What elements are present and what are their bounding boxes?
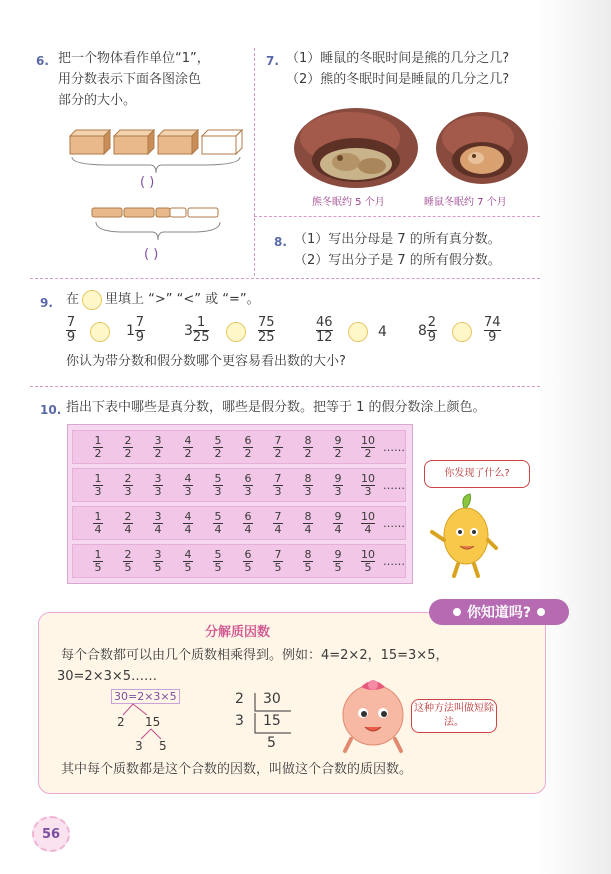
- table-cell[interactable]: [233, 511, 263, 536]
- table-row: [72, 468, 406, 502]
- fraction: $\frac{2}{3}$: [124, 471, 132, 498]
- table-cell[interactable]: [83, 435, 113, 460]
- q6-line1: 把一个物体看作单位“1”，: [58, 51, 210, 66]
- table-cell[interactable]: [203, 549, 233, 574]
- q7-part2: （2）熊的冬眠时间是睡鼠的几分之几?: [286, 72, 510, 87]
- row-ellipsis: ……: [383, 516, 405, 530]
- fraction: $\frac{10}{3}$: [361, 471, 375, 498]
- q6-line3: 部分的大小。: [58, 93, 137, 108]
- table-cell[interactable]: [293, 473, 323, 498]
- table-cell[interactable]: [233, 473, 263, 498]
- compare-circle-icon: [82, 290, 102, 310]
- q7-number: 7.: [266, 54, 279, 68]
- table-cell[interactable]: [203, 435, 233, 460]
- divider-vertical: [254, 48, 255, 276]
- table-cell[interactable]: [203, 511, 233, 536]
- table-cell[interactable]: [353, 511, 383, 536]
- fraction-7-9: 7 9: [66, 315, 76, 345]
- table-cell[interactable]: [143, 473, 173, 498]
- divider-q9-q10: [30, 386, 540, 387]
- fraction: $\frac{9}{5}$: [334, 547, 342, 574]
- row-ellipsis: ……: [383, 554, 405, 568]
- table-cell[interactable]: [173, 435, 203, 460]
- short-division-divisor-3: 3: [235, 713, 244, 729]
- short-division-15: 15: [263, 713, 281, 729]
- fraction: $\frac{5}{2}$: [214, 433, 222, 460]
- q10-text: 指出下表中哪些是真分数，哪些是假分数。把等于 1 的假分数涂上颜色。: [66, 400, 486, 415]
- info-conclusion: 其中每个质数都是这个合数的因数，叫做这个合数的质因数。: [61, 762, 413, 777]
- factor-tree-3: 3: [135, 739, 143, 753]
- fraction: $\frac{7}{2}$: [274, 433, 282, 460]
- speech-bubble-discover: 你发现了什么?: [424, 460, 530, 488]
- fraction: $\frac{4}{5}$: [184, 547, 192, 574]
- table-row: [72, 544, 406, 578]
- info-line1: 每个合数都可以由几个质数相乘得到。例如：4=2×2，15=3×5，: [61, 648, 449, 663]
- short-division-30: 30: [263, 691, 281, 707]
- fraction: $\frac{8}{5}$: [304, 547, 312, 574]
- fraction-75-25: 75 25: [258, 315, 275, 345]
- fraction: $\frac{4}{4}$: [184, 509, 192, 536]
- fraction: $\frac{3}{4}$: [154, 509, 162, 536]
- table-cell[interactable]: [83, 473, 113, 498]
- table-cell[interactable]: [353, 435, 383, 460]
- fraction-74-9: 74 9: [484, 315, 501, 345]
- fraction: $\frac{6}{2}$: [244, 433, 252, 460]
- info-title: 分解质因数: [205, 625, 271, 640]
- fraction: $\frac{9}{2}$: [334, 433, 342, 460]
- fraction: $\frac{2}{2}$: [124, 433, 132, 460]
- table-cell[interactable]: [83, 549, 113, 574]
- q6-brace-1: [70, 155, 242, 175]
- fraction: $\frac{3}{2}$: [154, 433, 162, 460]
- table-cell[interactable]: [83, 511, 113, 536]
- table-cell[interactable]: [293, 435, 323, 460]
- fraction: $\frac{9}{4}$: [334, 509, 342, 536]
- fraction: $\frac{10}{4}$: [361, 509, 375, 536]
- table-cell[interactable]: [353, 549, 383, 574]
- caption-dormouse: 睡鼠冬眠约 7 个月: [424, 197, 507, 208]
- fraction-table: [67, 424, 413, 584]
- fraction: $\frac{5}{4}$: [214, 509, 222, 536]
- factor-tree-2: 2: [117, 715, 125, 729]
- q6-brace-2: [94, 220, 224, 242]
- q7-text: [286, 48, 546, 90]
- table-cell[interactable]: [143, 549, 173, 574]
- table-cell[interactable]: [113, 473, 143, 498]
- fraction: $\frac{10}{5}$: [361, 547, 375, 574]
- table-cell[interactable]: [323, 473, 353, 498]
- q10-number: 10.: [40, 403, 62, 417]
- table-cell[interactable]: [323, 435, 353, 460]
- badge-dot-icon: [537, 608, 545, 616]
- q6-text: [58, 48, 248, 111]
- table-cell[interactable]: [173, 549, 203, 574]
- value-4: 4: [378, 324, 387, 340]
- fraction: $\frac{8}{2}$: [304, 433, 312, 460]
- table-cell[interactable]: [113, 511, 143, 536]
- short-division-5: 5: [267, 735, 276, 751]
- divider-top: [30, 278, 540, 279]
- q8-part1: （1）写出分母是 7 的所有真分数。: [294, 232, 501, 247]
- table-cell[interactable]: [113, 549, 143, 574]
- mixed-3-1-25: 3 $\frac{1}{25}$: [184, 315, 210, 345]
- fraction: $\frac{4}{3}$: [184, 471, 192, 498]
- seed-mascot-illustration: [430, 492, 500, 578]
- fraction: $\frac{2}{4}$: [124, 509, 132, 536]
- did-you-know-box: [38, 605, 546, 794]
- fraction: $\frac{1}{4}$: [94, 509, 102, 536]
- table-cell[interactable]: [113, 435, 143, 460]
- dormouse-hibernating-illustration: [432, 100, 532, 188]
- q8-part2: （2）写出分子是 7 的所有假分数。: [294, 253, 501, 268]
- table-cell[interactable]: [233, 549, 263, 574]
- compare-circle-1[interactable]: [90, 322, 110, 342]
- table-cell[interactable]: [203, 473, 233, 498]
- fraction: $\frac{5}{3}$: [214, 471, 222, 498]
- fraction: $\frac{9}{3}$: [334, 471, 342, 498]
- girl-mascot-illustration: [331, 669, 415, 755]
- info-line2: 30=2×3×5……: [57, 669, 158, 684]
- q9-text-b: 里填上 “>” “<” 或 “=”。: [105, 292, 260, 307]
- fraction: $\frac{6}{4}$: [244, 509, 252, 536]
- table-cell[interactable]: [263, 511, 293, 536]
- table-row: [72, 506, 406, 540]
- q6-bars-figure: [90, 204, 220, 220]
- factor-tree: [111, 689, 221, 755]
- speech-bubble-short-division: 这种方法叫做短除法。: [411, 699, 497, 733]
- q8-text: [294, 229, 544, 271]
- short-division-divisor-2: 2: [235, 691, 244, 707]
- fraction: $\frac{3}{3}$: [154, 471, 162, 498]
- page-number-badge: [32, 816, 70, 852]
- q9-comparisons: [66, 316, 536, 350]
- compare-circle-2[interactable]: [226, 322, 246, 342]
- row-ellipsis: ……: [383, 440, 405, 454]
- fraction: $\frac{8}{3}$: [304, 471, 312, 498]
- table-cell[interactable]: [263, 549, 293, 574]
- short-division: [235, 691, 315, 759]
- did-you-know-badge: 你知道吗?: [429, 599, 569, 625]
- q6-blank-2: ( ): [144, 247, 159, 262]
- table-cell[interactable]: [323, 549, 353, 574]
- table-cell[interactable]: [293, 549, 323, 574]
- row-ellipsis: ……: [383, 478, 405, 492]
- factor-tree-5: 5: [159, 739, 167, 753]
- fraction: $\frac{2}{5}$: [124, 547, 132, 574]
- fraction: $\frac{5}{5}$: [214, 547, 222, 574]
- fraction: $\frac{1}{5}$: [94, 547, 102, 574]
- badge-dot-icon: [453, 608, 461, 616]
- caption-bear: 熊冬眠约 5 个月: [312, 197, 385, 208]
- table-cell[interactable]: [173, 511, 203, 536]
- fraction: $\frac{1}{3}$: [94, 471, 102, 498]
- factor-tree-top: 30=2×3×5: [111, 689, 180, 704]
- q9-question: 你认为带分数和假分数哪个更容易看出数的大小?: [66, 354, 346, 369]
- fraction: $\frac{7}{3}$: [274, 471, 282, 498]
- q9-number: 9.: [40, 296, 53, 310]
- fraction: $\frac{3}{5}$: [154, 547, 162, 574]
- fraction: $\frac{7}{4}$: [274, 509, 282, 536]
- fraction: $\frac{4}{2}$: [184, 433, 192, 460]
- table-row: [72, 430, 406, 464]
- q9-instruction: [66, 289, 260, 310]
- mixed-8-2-9: 8 $\frac{2}{9}$: [418, 315, 437, 345]
- mixed-1-7-9: 1 $\frac{7}{9}$: [126, 315, 145, 345]
- table-cell[interactable]: [233, 435, 263, 460]
- table-cell[interactable]: [263, 473, 293, 498]
- short-division-lines: [235, 691, 315, 759]
- bear-hibernating-illustration: [290, 98, 420, 190]
- table-cell[interactable]: [353, 473, 383, 498]
- factor-tree-15: 15: [145, 715, 161, 729]
- table-cell[interactable]: [143, 435, 173, 460]
- q6-line2: 用分数表示下面各图涂色: [58, 72, 202, 87]
- table-cell[interactable]: [143, 511, 173, 536]
- page-number: 56: [41, 826, 61, 842]
- q6-number: 6.: [36, 54, 49, 68]
- divider-q7-q8: [254, 216, 540, 217]
- q6-blank-1: ( ): [140, 175, 155, 190]
- table-cell[interactable]: [323, 511, 353, 536]
- fraction: $\frac{7}{5}$: [274, 547, 282, 574]
- fraction: $\frac{8}{4}$: [304, 509, 312, 536]
- compare-circle-4[interactable]: [452, 322, 472, 342]
- q7-part1: （1）睡鼠的冬眠时间是熊的几分之几?: [286, 51, 510, 66]
- fraction: $\frac{10}{2}$: [361, 433, 375, 460]
- table-cell[interactable]: [293, 511, 323, 536]
- table-cell[interactable]: [173, 473, 203, 498]
- table-cell[interactable]: [263, 435, 293, 460]
- fraction: $\frac{6}{5}$: [244, 547, 252, 574]
- fraction: $\frac{6}{3}$: [244, 471, 252, 498]
- fraction-46-12: 46 12: [316, 315, 333, 345]
- q8-number: 8.: [274, 235, 287, 249]
- q9-text-a: 在: [66, 292, 80, 307]
- compare-circle-3[interactable]: [348, 322, 368, 342]
- fraction: $\frac{1}{2}$: [94, 433, 102, 460]
